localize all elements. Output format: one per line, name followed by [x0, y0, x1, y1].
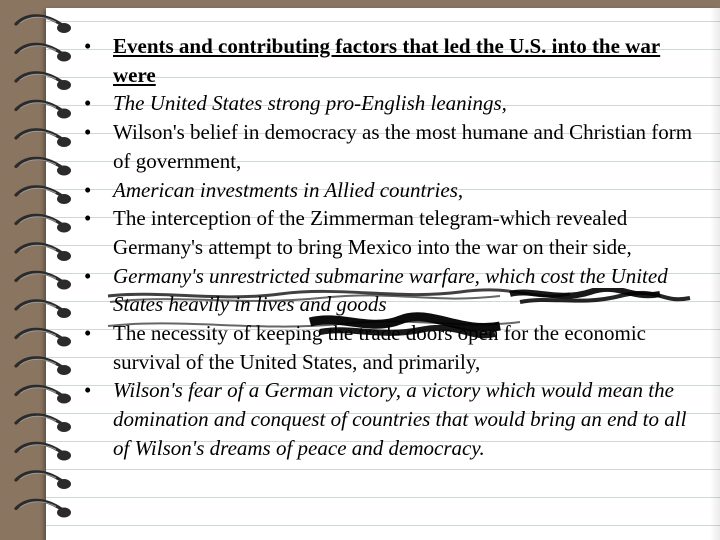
- bullet-item-heading: [84, 32, 704, 89]
- bullet-suffix: ,: [457, 177, 464, 202]
- bullet-dot: •: [84, 120, 92, 145]
- binding-ring: [16, 244, 71, 261]
- bullet-item-submarine: [84, 262, 704, 319]
- bullet-text: The necessity of keeping the trade doors open for the economic survival of the United States, and primarily,: [113, 321, 646, 374]
- bullet-text: Wilson's fear of a German victory, a victory which would mean the domination and conquest of countries that would bring an end to all of Wilson's dreams of peace and democracy.: [113, 378, 687, 460]
- bullet-item-trade: [84, 319, 704, 376]
- binding-ring: [16, 215, 71, 232]
- binding-ring: [16, 358, 71, 375]
- binding-ring: [16, 187, 71, 204]
- bullet-dot: •: [84, 378, 92, 403]
- bullet-item-investments: [84, 176, 704, 205]
- bullet-text-scribbled: Germany's unrestricted submarine warfare, which cost the United States heavily in lives and goods: [113, 263, 668, 317]
- bullet-dot: •: [84, 34, 92, 58]
- binding-ring: [16, 101, 71, 118]
- binding-ring: [16, 386, 71, 403]
- bullet-item-german-victory: [84, 376, 704, 462]
- bullet-text: The United States strong pro-English leanings,: [113, 91, 507, 116]
- binding-ring: [16, 16, 71, 33]
- bullet-item-pro-english: [84, 89, 704, 118]
- binding-ring: [16, 73, 71, 90]
- bullet-list: [84, 32, 704, 463]
- bullet-dot: •: [84, 263, 92, 288]
- binding-ring: [16, 301, 71, 318]
- binding-ring: [16, 130, 71, 147]
- spiral-binding-icon: [0, 0, 80, 540]
- bullet-text: American investments in Allied countries: [113, 177, 458, 202]
- binding-ring: [16, 158, 71, 175]
- binding-ring: [16, 415, 71, 432]
- binding-ring: [16, 272, 71, 289]
- bullet-item-zimmerman: [84, 204, 704, 261]
- bullet-dot: •: [84, 321, 92, 346]
- bullet-dot: •: [84, 177, 92, 202]
- bullet-item-democracy: [84, 118, 704, 175]
- binding-ring: [16, 44, 71, 61]
- bullet-text: The interception of the Zimmerman telegram-which revealed Germany's attempt to bring Mexico into the war on their side,: [113, 206, 632, 259]
- bullet-dot: •: [84, 91, 92, 116]
- heading-text: Events and contributing factors that led the U.S. into the war were: [113, 34, 661, 87]
- bullet-dot: •: [84, 206, 92, 231]
- binding-ring: [16, 329, 71, 346]
- binding-ring: [16, 500, 71, 517]
- binding-ring: [16, 472, 71, 489]
- binding-ring: [16, 443, 71, 460]
- bullet-text: Wilson's belief in democracy as the most humane and Christian form of government,: [113, 120, 693, 173]
